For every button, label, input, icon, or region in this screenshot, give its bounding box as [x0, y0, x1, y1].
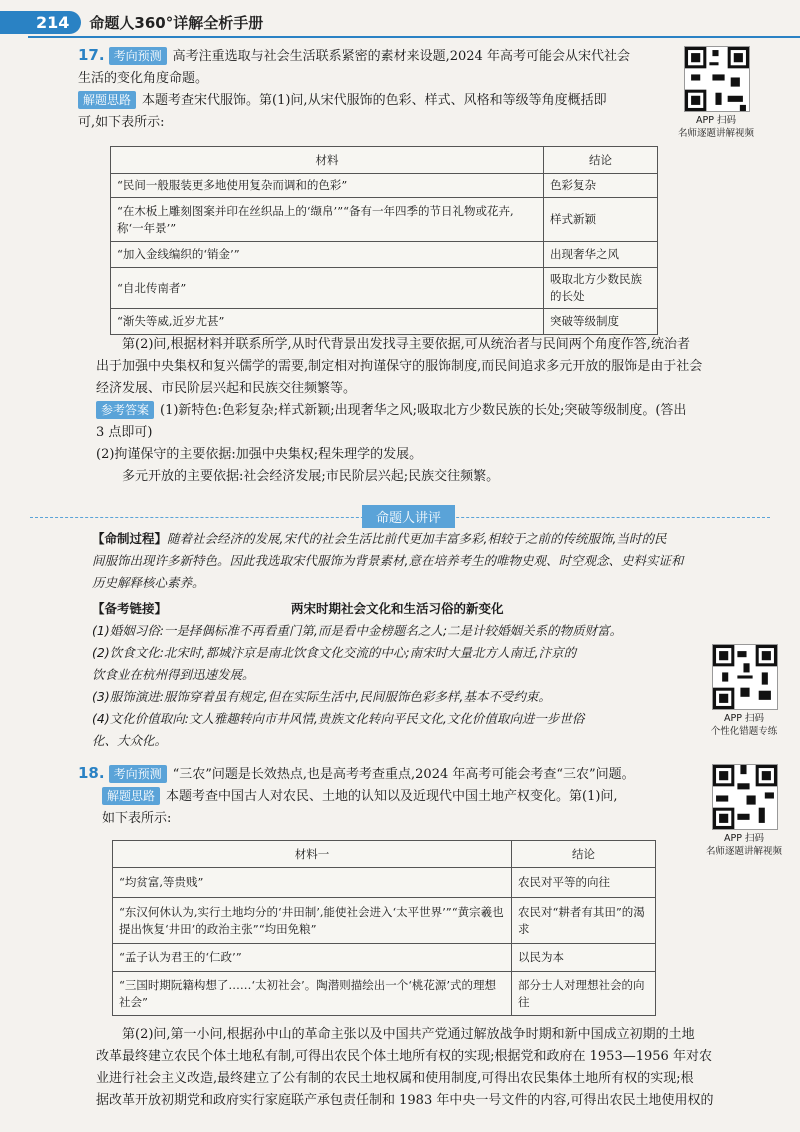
q17-answer-text: (1)新特色:色彩复杂;样式新颖;出现奢华之风;吸取北方少数民族的长处;突破等级制度。(答出 — [160, 403, 687, 418]
table-row — [113, 944, 656, 972]
table-header-cell: 结论 — [512, 841, 656, 868]
header-rule — [28, 36, 800, 38]
q17-table — [110, 146, 658, 335]
table-row — [111, 174, 658, 198]
table-cell: 出现奢华之风 — [544, 242, 658, 268]
table-cell: 色彩复杂 — [544, 174, 658, 198]
book-title: 命题人360°详解全析手册 — [89, 13, 264, 32]
qr-caption-line: 名师逐题讲解视频 — [705, 846, 782, 857]
table-row — [113, 898, 656, 944]
link-label: 【备考链接】 — [92, 601, 168, 616]
qr-caption-line: 名师逐题讲解视频 — [677, 128, 754, 139]
table-cell: “自北传南者” — [111, 268, 544, 309]
link-item: 化、大众化。 — [92, 733, 168, 748]
q17-forecast — [78, 44, 668, 134]
q17-part2-text: 经济发展、市民阶层兴起和民族交往频繁等。 — [96, 381, 357, 396]
q17-answer-text: (2)拘谨保守的主要依据:加强中央集权;程朱理学的发展。 — [96, 447, 423, 462]
q17-answer-tag: 参考答案 — [96, 401, 154, 419]
q18-part2-text: 据改革开放初期党和政府实行家庭联产承包责任制和 1983 年中央一号文件的内容,可得出农民土地使用权的 — [96, 1093, 714, 1108]
q18-forecast — [78, 762, 698, 830]
table-header-cell: 结论 — [544, 147, 658, 174]
lecture-links — [92, 598, 762, 752]
qr-caption-line: APP 扫码 — [696, 115, 736, 126]
page-header — [28, 8, 263, 36]
qr-code-icon — [685, 47, 749, 111]
process-text: 历史解释核心素养。 — [92, 575, 205, 590]
q17-part2-text: 第(2)问,根据材料并联系所学,从时代背景出发找寻主要依据,可从统治者与民间两个角度作答,统治者 — [122, 337, 690, 352]
table-cell: “孟子认为君王的‘仁政’” — [113, 944, 512, 972]
qr-caption-line: APP 扫码 — [724, 833, 764, 844]
table-row — [111, 242, 658, 268]
qr-caption-2 — [689, 712, 799, 738]
table-cell: 农民对平等的向往 — [512, 868, 656, 898]
qr-code-1[interactable] — [684, 46, 750, 112]
table-cell: “均贫富,等贵贱” — [113, 868, 512, 898]
q17-forecast-text: 高考注重选取与社会生活联系紧密的素材来设题,2024 年高考可能会从宋代社会 — [172, 49, 630, 64]
lecture-banner: 命题人讲评 — [362, 505, 455, 528]
q17-approach-text-2: 可,如下表所示: — [78, 115, 165, 130]
table-cell: 突破等级制度 — [544, 309, 658, 335]
table-row — [113, 972, 656, 1016]
qr-code-3[interactable] — [712, 764, 778, 830]
q17-forecast-text-2: 生活的变化角度命题。 — [78, 71, 209, 86]
table-header-row — [111, 147, 658, 174]
process-text: 间服饰出现许多新特色。因此我选取宋代服饰为背景素材,意在培养考生的唯物史观、时空观念、史料实证和 — [92, 553, 684, 568]
table-header-row — [113, 841, 656, 868]
qr-caption-line: APP 扫码 — [724, 713, 764, 724]
q18-table — [112, 840, 656, 1016]
table-cell: 农民对“耕者有其田”的渴求 — [512, 898, 656, 944]
link-item: (4)文化价值取向:文人雅趣转向市井风情,贵族文化转向平民文化,文化价值取向进一步世俗 — [92, 711, 585, 726]
q18-part2-text: 改革最终建立农民个体土地私有制,可得出农民个体土地所有权的实现;根据党和政府在 1953—1956 年对农 — [96, 1049, 712, 1064]
table-header-cell: 材料 — [111, 147, 544, 174]
process-text: 随着社会经济的发展,宋代的社会生活比前代更加丰富多彩,相较于之前的传统服饰,当时的民 — [167, 531, 667, 546]
table-cell: “民间一般服装更多地使用复杂而调和的色彩” — [111, 174, 544, 198]
table-cell: “渐失等威,近岁尤甚” — [111, 309, 544, 335]
table-cell: “三国时期阮籍构想了……‘太初社会’。陶潜则描绘出一个‘桃花源’式的理想社会” — [113, 972, 512, 1016]
q17-forecast-tag: 考向预测 — [109, 47, 167, 65]
lecture-process — [92, 528, 762, 594]
table-cell: 以民为本 — [512, 944, 656, 972]
q17-answer-text: 多元开放的主要依据:社会经济发展;市民阶层兴起;民族交往频繁。 — [122, 469, 500, 484]
table-cell: “在木板上雕刻图案并印在丝织品上的‘缬帛’”“备有一年四季的节日礼物或花卉,称‘一年景’” — [111, 198, 544, 242]
qr-caption-3 — [689, 832, 799, 858]
q17-part2-text: 出于加强中央集权和复兴儒学的需要,制定相对拘谨保守的服饰制度,而民间追求多元开放的服饰是由于社会 — [96, 359, 703, 374]
page-number: 214 — [0, 11, 81, 34]
q18-forecast-tag: 考向预测 — [109, 765, 167, 783]
process-label: 【命制过程】 — [92, 531, 168, 546]
table-cell: 吸取北方少数民族的长处 — [544, 268, 658, 309]
q17-number: 17. — [78, 46, 105, 64]
q18-part2-text: 第(2)问,第一小问,根据孙中山的革命主张以及中国共产党通过解放战争时期和新中国成立初期的土地 — [122, 1027, 695, 1042]
qr-caption-1 — [661, 114, 771, 140]
q17-part2 — [96, 334, 764, 488]
q18-approach-tag: 解题思路 — [102, 787, 160, 805]
table-cell: 部分士人对理想社会的向往 — [512, 972, 656, 1016]
link-item: (2)饮食文化:北宋时,都城汴京是南北饮食文化交流的中心;南宋时大量北方人南迁,汴京的 — [92, 645, 577, 660]
table-cell: “加入金线编织的‘销金’” — [111, 242, 544, 268]
table-row — [111, 198, 658, 242]
table-header-cell: 材料一 — [113, 841, 512, 868]
link-item: (1)婚姻习俗:一是择偶标准不再看重门第,而是看中金榜题名之人;二是计较婚姻关系的物质财富。 — [92, 623, 623, 638]
qr-code-icon — [713, 645, 777, 709]
q17-answer-text: 3 点即可) — [96, 425, 153, 440]
qr-code-icon — [713, 765, 777, 829]
table-cell: 样式新颖 — [544, 198, 658, 242]
table-cell: “东汉何休认为,实行土地均分的‘井田制’,能使社会进入‘太平世界’”“黄宗羲也提出恢复‘井田’的政治主张”“均田免粮” — [113, 898, 512, 944]
q18-forecast-text: “三农”问题是长效热点,也是高考考查重点,2024 年高考可能会考查“三农”问题。 — [172, 767, 635, 782]
q18-part2 — [96, 1024, 764, 1112]
link-title: 两宋时期社会文化和生活习俗的新变化 — [291, 601, 504, 616]
q17-approach-text: 本题考查宋代服饰。第(1)问,从宋代服饰的色彩、样式、风格和等级等角度概括即 — [142, 93, 607, 108]
q17-approach-tag: 解题思路 — [78, 91, 136, 109]
link-item: 饮食业在杭州得到迅速发展。 — [92, 667, 255, 682]
q18-number: 18. — [78, 764, 105, 782]
table-row — [111, 268, 658, 309]
qr-caption-line: 个性化错题专练 — [710, 726, 778, 737]
q18-approach-text: 本题考查中国古人对农民、土地的认知以及近现代中国土地产权变化。第(1)问, — [166, 789, 618, 804]
qr-code-2[interactable] — [712, 644, 778, 710]
link-item: (3)服饰演进:服饰穿着虽有规定,但在实际生活中,民间服饰色彩多样,基本不受约束。 — [92, 689, 551, 704]
table-row — [111, 309, 658, 335]
q18-part2-text: 业进行社会主义改造,最终建立了公有制的农民土地权属和使用制度,可得出农民集体土地所有权的实现;根 — [96, 1071, 694, 1086]
table-row — [113, 868, 656, 898]
q18-approach-text-2: 如下表所示: — [102, 811, 172, 826]
